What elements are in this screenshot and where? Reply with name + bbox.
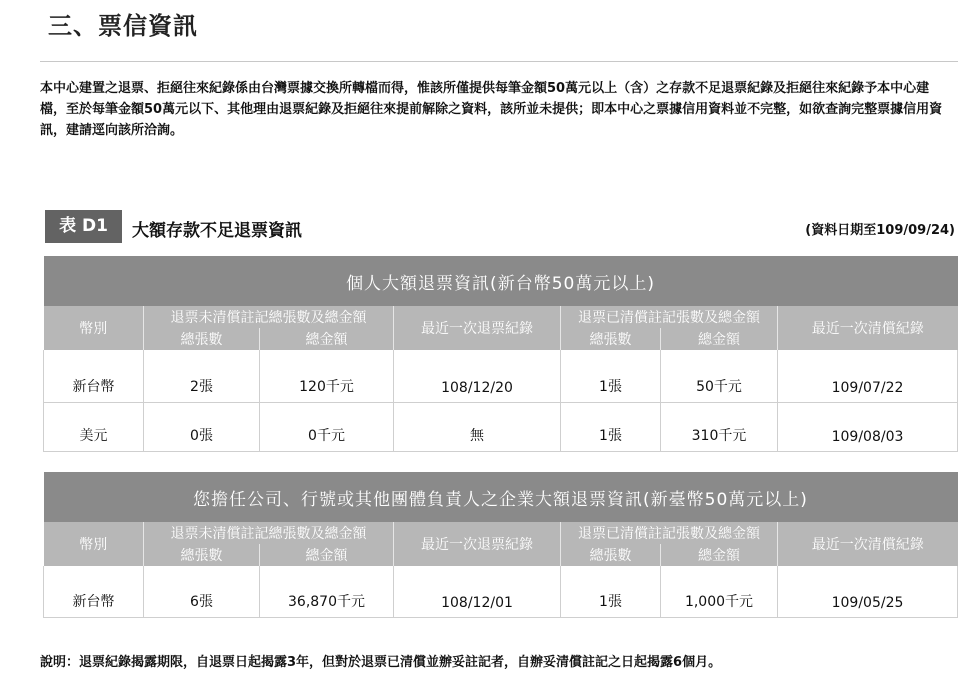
header-uncleared-group: 退票未清償註記總張數及總金額 <box>144 306 394 328</box>
table-title: 大額存款不足退票資訊 <box>132 221 302 241</box>
company-bounce-table <box>43 472 958 618</box>
table-row <box>44 402 958 451</box>
table-header <box>45 210 955 244</box>
header-latest-bounce: 最近一次退票紀錄 <box>394 522 561 566</box>
table-row <box>44 350 958 402</box>
header-cleared-count: 總張數 <box>561 328 661 350</box>
cell-cleared-count: 1張 <box>561 566 661 617</box>
section-title: 三、票信資訊 <box>48 12 198 40</box>
cell-latest-bounce: 無 <box>394 402 561 451</box>
cell-uncleared-amount: 120千元 <box>260 350 394 402</box>
cell-cleared-amount: 310千元 <box>661 402 778 451</box>
cell-currency: 新台幣 <box>44 350 144 402</box>
header-cleared-amount: 總金額 <box>661 328 778 350</box>
cell-cleared-amount: 50千元 <box>661 350 778 402</box>
header-uncleared-amount: 總金額 <box>260 328 394 350</box>
intro-paragraph: 本中心建置之退票、拒絕往來紀錄係由台灣票據交換所轉檔而得，惟該所僅提供每筆金額50萬元以上（含）之存款不足退票紀錄及拒絕往來紀錄予本中心建檔，至於每筆金額50萬元以下、其他理由退票紀錄及拒絕往來提前解除之資料，該所並未提供；即本中心之票據信用資料並不完整，如欲查詢完整票據信用資訊，建請逕向該所洽詢。 <box>40 81 943 138</box>
header-uncleared-count: 總張數 <box>144 544 260 566</box>
cell-uncleared-count: 2張 <box>144 350 260 402</box>
table-badge: 表 D1 <box>45 210 122 243</box>
cell-cleared-count: 1張 <box>561 350 661 402</box>
personal-banner: 個人大額退票資訊(新台幣50萬元以上) <box>44 256 958 306</box>
cell-uncleared-amount: 0千元 <box>260 402 394 451</box>
header-cleared-group: 退票已清償註記張數及總金額 <box>561 522 778 544</box>
cell-uncleared-amount: 36,870千元 <box>260 566 394 617</box>
cell-uncleared-count: 0張 <box>144 402 260 451</box>
cell-latest-bounce: 108/12/01 <box>394 566 561 617</box>
header-latest-clear: 最近一次清償紀錄 <box>778 306 958 350</box>
header-cleared-group: 退票已清償註記張數及總金額 <box>561 306 778 328</box>
header-currency: 幣別 <box>44 522 144 566</box>
cell-latest-clear: 109/08/03 <box>778 402 958 451</box>
data-date: (資料日期至109/09/24) <box>805 223 955 238</box>
header-cleared-count: 總張數 <box>561 544 661 566</box>
header-latest-bounce: 最近一次退票紀錄 <box>394 306 561 350</box>
company-banner: 您擔任公司、行號或其他團體負責人之企業大額退票資訊(新臺幣50萬元以上) <box>44 472 958 522</box>
cell-cleared-amount: 1,000千元 <box>661 566 778 617</box>
cell-currency: 新台幣 <box>44 566 144 617</box>
cell-latest-clear: 109/05/25 <box>778 566 958 617</box>
table-row <box>44 566 958 617</box>
cell-cleared-count: 1張 <box>561 402 661 451</box>
header-currency: 幣別 <box>44 306 144 350</box>
header-uncleared-group: 退票未清償註記總張數及總金額 <box>144 522 394 544</box>
footnote: 說明：退票紀錄揭露期限，自退票日起揭露3年，但對於退票已清償並辦妥註記者，自辦妥清償註記之日起揭露6個月。 <box>40 655 722 670</box>
personal-bounce-table <box>43 256 958 452</box>
cell-currency: 美元 <box>44 402 144 451</box>
cell-uncleared-count: 6張 <box>144 566 260 617</box>
header-latest-clear: 最近一次清償紀錄 <box>778 522 958 566</box>
title-divider <box>40 61 958 62</box>
header-uncleared-count: 總張數 <box>144 328 260 350</box>
cell-latest-clear: 109/07/22 <box>778 350 958 402</box>
cell-latest-bounce: 108/12/20 <box>394 350 561 402</box>
header-uncleared-amount: 總金額 <box>260 544 394 566</box>
header-cleared-amount: 總金額 <box>661 544 778 566</box>
